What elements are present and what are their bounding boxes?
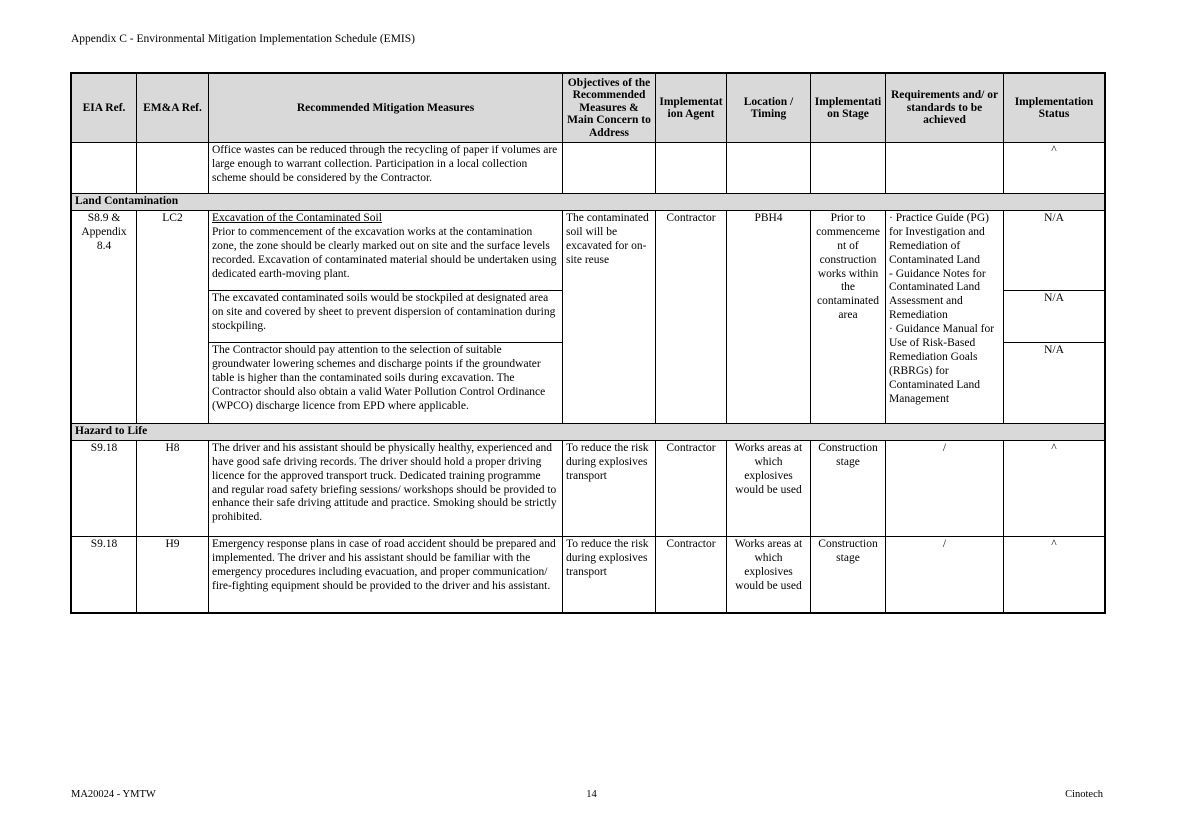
- cell-objective: [563, 143, 656, 194]
- section-title: Hazard to Life: [72, 423, 1105, 440]
- measure-text: Prior to commencement of the excavation works at the contamination zone, the zone should be clearly marked out on site and the surface levels recorded. Excavation of contaminated material should be undertaken using dedicated earth-moving plant.: [212, 225, 557, 280]
- requirement-item: · Practice Guide (PG) for Investigation and Remediation of Contaminated Land: [889, 211, 989, 266]
- cell-location: Works areas at which explosives would be used: [727, 536, 811, 612]
- header-cell-measures: Recommended Mitigation Measures: [209, 74, 563, 143]
- cell-measure-2: The excavated contaminated soils would be stockpiled at designated area on site and covered by sheet to prevent dispersion of contamination during stockpiling.: [209, 290, 563, 342]
- header-cell-requirements: Requirements and/ or standards to be achieved: [886, 74, 1004, 143]
- cell-location: Works areas at which explosives would be used: [727, 440, 811, 536]
- cell-eia-ref: [72, 143, 137, 194]
- cell-status: ^: [1004, 143, 1105, 194]
- table-header-row: [72, 74, 1105, 143]
- table-row-lc2-part1: [72, 210, 1105, 290]
- cell-eia-ref: S8.9 & Appendix 8.4: [72, 210, 137, 423]
- section-title: Land Contamination: [72, 194, 1105, 211]
- cell-eia-ref: S9.18: [72, 440, 137, 536]
- cell-stage: Prior to commencement of construction works within the contaminated area: [811, 210, 886, 423]
- cell-location: PBH4: [727, 210, 811, 423]
- header-cell-eia-ref: EIA Ref.: [72, 74, 137, 143]
- cell-agent: [656, 143, 727, 194]
- cell-objective: The contaminated soil will be excavated for on-site reuse: [563, 210, 656, 423]
- cell-status-1: N/A: [1004, 210, 1105, 290]
- table-row-h8: [72, 440, 1105, 536]
- cell-measure: The driver and his assistant should be physically healthy, experienced and have good safe driving records. The driver should hold a proper driving licence for the approved transport truck. Dedicated training programme and regular road safety briefing sessions/ workshops should be provided to enhance their safe driving attitude and practice. Smoking should be strictly prohibited.: [209, 440, 563, 536]
- header-cell-objectives: Objectives of the Recommended Measures & Main Concern to Address: [563, 74, 656, 143]
- requirement-item: · Guidance Manual for Use of Risk-Based Remediation Goals (RBRGs) for Contaminated Land Management: [889, 323, 995, 405]
- header-cell-location: Location / Timing: [727, 74, 811, 143]
- footer-page-number: 14: [586, 789, 597, 800]
- footer-project-code: MA20024 - YMTW: [71, 789, 156, 800]
- section-row-hazard-to-life: [72, 423, 1105, 440]
- cell-status-3: N/A: [1004, 342, 1105, 423]
- header-cell-ema-ref: EM&A Ref.: [137, 74, 209, 143]
- cell-requirements: [886, 143, 1004, 194]
- cell-objective: To reduce the risk during explosives transport: [563, 440, 656, 536]
- page-title: Appendix C - Environmental Mitigation Implementation Schedule (EMIS): [71, 33, 415, 45]
- header-cell-agent: Implementation Agent: [656, 74, 727, 143]
- cell-status: ^: [1004, 440, 1105, 536]
- cell-agent: Contractor: [656, 210, 727, 423]
- cell-status-2: N/A: [1004, 290, 1105, 342]
- cell-agent: Contractor: [656, 440, 727, 536]
- cell-measure: Emergency response plans in case of road accident should be prepared and implemented. The driver and his assistant should be familiar with the emergency procedures including evacuation, and proper communication/ fire-fighting equipment should be provided to the driver and his assistant.: [209, 536, 563, 612]
- footer-company-name: Cinotech: [1065, 789, 1103, 800]
- table-row-h9: [72, 536, 1105, 612]
- cell-requirements: /: [886, 536, 1004, 612]
- cell-eia-ref: S9.18: [72, 536, 137, 612]
- header-cell-stage: Implementation Stage: [811, 74, 886, 143]
- cell-stage: Construction stage: [811, 440, 886, 536]
- section-row-land-contamination: [72, 194, 1105, 211]
- cell-objective: To reduce the risk during explosives transport: [563, 536, 656, 612]
- cell-measure: Office wastes can be reduced through the recycling of paper if volumes are large enough to warrant collection. Participation in a local collection scheme should be considered by the Contractor.: [209, 143, 563, 194]
- cell-stage: [811, 143, 886, 194]
- emis-table: [71, 73, 1105, 613]
- cell-ema-ref: H9: [137, 536, 209, 612]
- header-cell-status: Implementation Status: [1004, 74, 1105, 143]
- cell-measure-1: [209, 210, 563, 290]
- cell-ema-ref: LC2: [137, 210, 209, 423]
- cell-requirements: [886, 210, 1004, 423]
- cell-stage: Construction stage: [811, 536, 886, 612]
- requirement-item: - Guidance Notes for Contaminated Land Assessment and Remediation: [889, 267, 986, 322]
- cell-location: [727, 143, 811, 194]
- cell-agent: Contractor: [656, 536, 727, 612]
- cell-requirements: /: [886, 440, 1004, 536]
- cell-ema-ref: [137, 143, 209, 194]
- table-row-office-waste: [72, 143, 1105, 194]
- measure-title: Excavation of the Contaminated Soil: [212, 211, 382, 224]
- cell-ema-ref: H8: [137, 440, 209, 536]
- cell-status: ^: [1004, 536, 1105, 612]
- cell-measure-3: The Contractor should pay attention to the selection of suitable groundwater lowering schemes and discharge points if the groundwater table is higher than the contaminated soils during excavation. The Contractor should also obtain a valid Water Pollution Control Ordinance (WPCO) discharge licence from EPD where applicable.: [209, 342, 563, 423]
